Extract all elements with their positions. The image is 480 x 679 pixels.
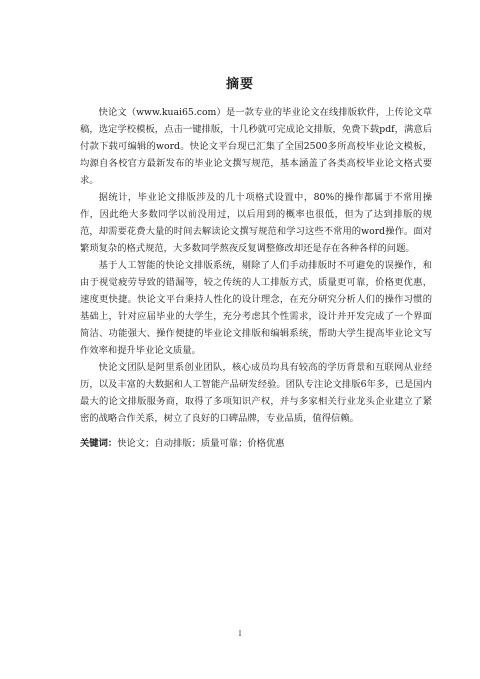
paragraph-2: 据统计，毕业论文排版涉及的几十项格式设置中，80%的操作都属于不常用操作，因此绝大多数同学以前没用过，以后用到的概率也很低，但为了达到排版的规范，却需要花费大量的时间去解读论文撰写规范和学习这些不常用的word操作。面对繁琐复杂的格式规范，大多数同学熬夜反复调整修改却还是存在各种各样的问题。 [80,192,432,254]
paragraph-3: 基于人工智能的快论文排版系统，剔除了人们手动排版时不可避免的误操作，和由于视觉疲劳导致的错漏等，较之传统的人工排版方式，质量更可靠，价格更优惠，速度更快捷。快论文平台秉持人性化的设计理念，在充分研究分析人们的操作习惯的基础上，针对应届毕业的大学生，充分考虑其个性需求，设计并开发完成了一个界面简洁、功能强大、操作便捷的毕业论文排版和编辑系统，帮助大学生提高毕业论文写作效率和提升毕业论文质量。 [80,260,432,356]
abstract-body [80,104,432,452]
page-number: I [238,630,242,638]
page-title: 摘要 [225,77,254,92]
keywords-label: 关键词： [80,438,118,449]
paragraph-1: 快论文（www.kuai65.com）是一款专业的毕业论文在线排版软件，上传论文草稿，选定学校模板，点击一键排版，十几秒就可完成论文排版，免费下载pdf，满意后付款下载可编辑的word。快论文平台现已汇集了全国2500多所高校毕业论文模板，均源自各校官方最新发布的毕业论文撰写规范，基本涵盖了各类高校毕业论文格式要求。 [80,107,432,186]
paragraph-4: 快论文团队是阿里系创业团队，核心成员均具有较高的学历背景和互联网从业经历，以及丰富的大数据和人工智能产品研发经验。团队专注论文排版6年多，已是国内最大的论文排版服务商，取得了多项知识产权，并与多家相关行业龙头企业建立了紧密的战略合作关系，树立了良好的口碑品牌，专业品质，值得信赖。 [80,362,432,424]
keywords-line [80,435,432,452]
keywords-text: 快论文；自动排版；质量可靠；价格优惠 [117,438,285,449]
